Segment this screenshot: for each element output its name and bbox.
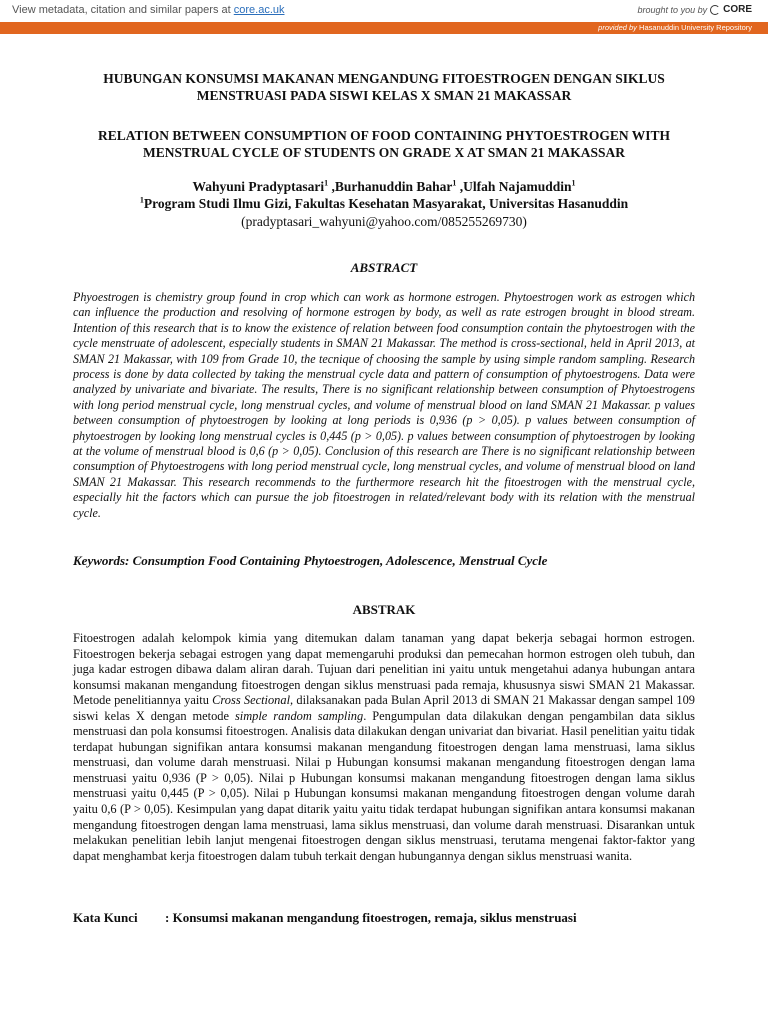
keywords-value: : Konsumsi makanan mengandung fitoestrogen, remaja, siklus menstruasi xyxy=(165,910,577,925)
abstract-english: Phyoestrogen is chemistry group found in crop which can work as hormone estrogen. Phytoestrogen work as estrogen which can influence the production and resolving of hormone estrogen by body, as well as rate estrogen brought in blood stream. Intention of this research that is to know the existence of relation between food consumption contain the phytoestrogen with the cycle menstruate of adolescent, especially students in SMAN 21 Makassar. The method is cross-sectional, held in April 2013, at SMAN 21 Makassar, with 109 from Grade 10, the tecnique of choosing the sample by using simple random sampling. Research process is done by data collected by taking the menstrual cycle data and pattern of consumption of phytoestrogens. Data were analyzed by univariate and bivariate. The results, There is no significant relationship between consumption of Phytoestrogens with long period menstrual cycle, long menstrual cycles, and volume of menstrual blood on land SMAN 21 Makassar. p values between consumption of phytoestrogen by looking at long periods is 0,936 (p > 0,05). p values between consumption of phytoestrogen by looking long menstrual cycles is 0,445 (p > 0,05). p values between consumption of phytoestrogen by looking at the volume of menstrual blood is 0,6 (p > 0,05). Conclusion of this research are There is no significant relationship between consumption of Phytoestrogens with long period menstrual cycle, long menstrual cycles, and volume of menstrual blood on land SMAN 21 Makassar. This research recommends to the furthermore research hit the fitoestrogen with the menstrual cycle, especially hit the factors which can pursue the job fitoestrogen in related/relevant body with its relation with the menstrual cycle. xyxy=(73,290,695,520)
core-logo-icon xyxy=(710,5,720,15)
author-3: Ulfah Najamuddin xyxy=(463,179,572,194)
core-link[interactable]: core.ac.uk xyxy=(233,4,285,16)
author-list: Wahyuni Pradyptasari$^1$ ,Burhanuddin Bahar$^1$ ,Ulfah Najamuddin$^1$ xyxy=(192,178,576,194)
title-indonesian: HUBUNGAN KONSUMSI MAKANAN MENGANDUNG FITOESTROGEN DENGAN SIKLUS MENSTRUASI PADA SISWI KELAS X SMAN 21 MAKASSAR xyxy=(103,71,665,103)
brought-by[interactable] xyxy=(638,4,752,15)
provider-name: Hasanuddin University Repository xyxy=(639,23,752,32)
author-1: Wahyuni Pradyptasari xyxy=(192,179,325,194)
provider-notice[interactable] xyxy=(598,22,752,34)
keywords-indonesian xyxy=(73,910,695,926)
abstract-indonesian: Fitoestrogen adalah kelompok kimia yang ditemukan dalam tanaman yang dapat bekerja sebagai hormon estrogen. Fitoestrogen bekerja sebagai estrogen yang dapat memengaruhi produksi dan pemecahan hormon estrogen oleh tubuh, dan juga kadar estrogen dibawa dalam aliran darah. Tujuan dari penelitian ini yaitu untuk mengetahui adanya hubungan antara konsumsi makanan mengandung fitoestrogen dengan siklus menstruasi pada remaja, khususnya siswi SMAN 21 Makassar. Metode penelitiannya yaitu Cross Sectional, dilaksanakan pada Bulan April 2013 di SMAN 21 Makassar dengan sampel 109 siswi kelas X dengan metode simple random sampling. Pengumpulan data dilakukan dengan pengambilan data siklus menstruasi dan pola konsumsi fitoestrogen. Analisis data dilakukan dengan univariat dan bivariat. Hasil penelitian yaitu tidak terdapat hubungan signifikan antara konsumsi makanan mengandung fitoestrogen dengan lama menstruasi, lama siklus menstruasi, dan volume darah menstruasi. Nilai p Hubungan konsumsi makanan mengandung fitoestrogen dengan lama menstruasi yaitu 0,936 (P > 0,05). Nilai p Hubungan konsumsi makanan mengandung fitoestrogen dengan lama siklus menstruasi yaitu 0,445 (P > 0,05). Nilai p Hubungan konsumsi makanan mengandung fitoestrogen dengan volume darah yaitu 0,6 (P > 0,05). Kesimpulan yang dapat ditarik yaitu yaitu tidak terdapat hubungan signifikan antara konsumsi makanan mengandung fitoestrogen dengan lama menstruasi, lama siklus menstruasi, dan volume darah menstruasi. Disarankan untuk melakukan penelitian lebih lanjut mengenai fitoestrogen dengan siklus menstruasi, terutama mengenai faktor-faktor yang dapat menghambat kerja fitoestrogen dalam tubuh terkait dengan hubungannya dengan siklus menstruasi wanita. xyxy=(73,631,695,863)
metadata-notice xyxy=(12,4,285,16)
provider-bar xyxy=(0,22,768,34)
affiliation-text: Program Studi Ilmu Gizi, Fakultas Kesehatan Masyarakat, Universitas Hasanuddin xyxy=(143,196,629,211)
title-english: RELATION BETWEEN CONSUMPTION OF FOOD CONTAINING PHYTOESTROGEN WITH MENSTRUAL CYCLE OF STUDENTS ON GRADE X AT SMAN 21 MAKASSAR xyxy=(98,128,670,160)
keywords-english: Keywords: Consumption Food Containing Phytoestrogen, Adolescence, Menstrual Cycle xyxy=(73,553,548,568)
author-2: Burhanuddin Bahar xyxy=(334,179,453,194)
keywords-label: Kata Kunci xyxy=(73,910,138,925)
contact-info: (pradyptasari_wahyuni@yahoo.com/085255269730) xyxy=(241,214,527,229)
provided-prefix: provided by xyxy=(598,23,637,32)
affiliation: $^1$Program Studi Ilmu Gizi, Fakultas Kesehatan Masyarakat, Universitas Hasanuddin xyxy=(139,195,629,211)
core-header-bar xyxy=(0,0,768,22)
abstract-heading: ABSTRACT xyxy=(350,260,418,275)
core-brand: CORE xyxy=(723,4,752,15)
brought-text: brought to you by xyxy=(637,4,708,15)
metadata-text: View metadata, citation and similar papers at xyxy=(12,4,234,16)
abstrak-heading: ABSTRAK xyxy=(352,602,416,617)
